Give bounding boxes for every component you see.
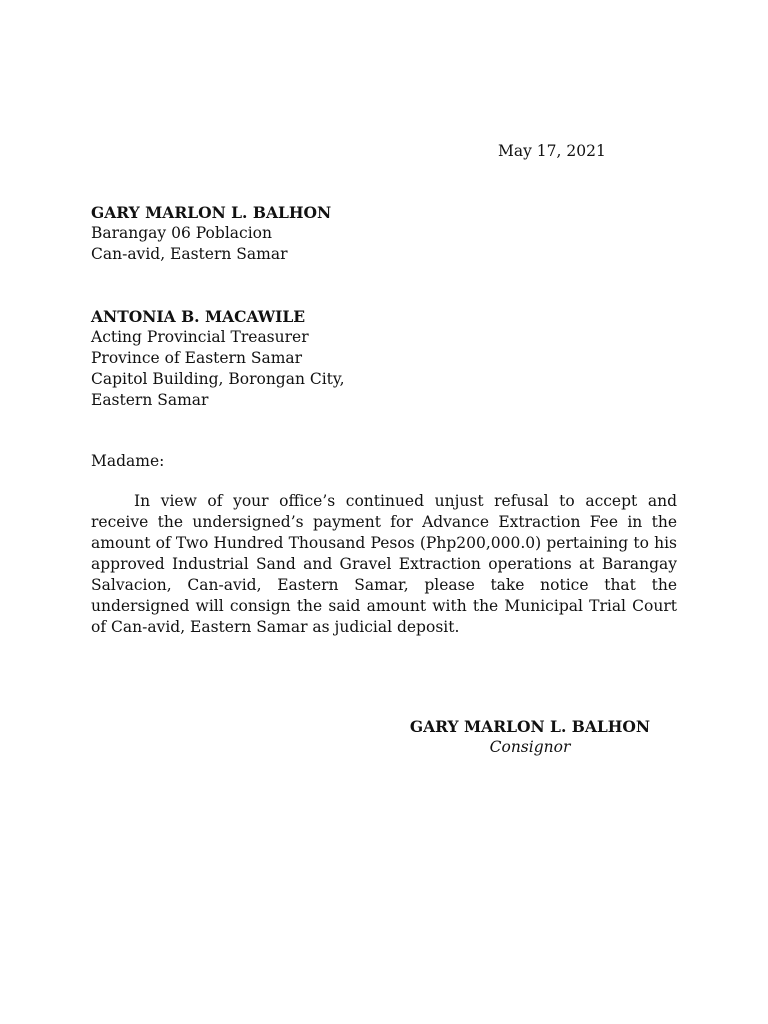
letter-date: May 17, 2021 — [498, 142, 606, 160]
letter-body: In view of your office’s continued unjust refusal to accept and receive the undersigned’s payment for Advance Extraction Fee in the amount of Two Hundred Thousand Pesos (Php200,000.0) pertaining to his approved Industrial Sand and Gravel Extraction operations at Barangay Salvacion, Can-avid, Eastern Samar, please take notice that the undersigned will consign the said amount with the Municipal Trial Court of Can-avid, Eastern Samar as judicial deposit. — [91, 492, 677, 636]
signature-title: Consignor — [489, 738, 571, 756]
recipient-name: ANTONIA B. MACAWILE — [91, 307, 306, 326]
recipient-line2: Province of Eastern Samar — [91, 349, 303, 367]
recipient-block — [91, 306, 681, 411]
sender-block — [91, 202, 681, 265]
signature-name: GARY MARLON L. BALHON — [409, 717, 651, 736]
sender-name: GARY MARLON L. BALHON — [91, 203, 332, 222]
recipient-line3: Capitol Building, Borongan City, — [91, 370, 345, 388]
recipient-line4: Eastern Samar — [91, 391, 209, 409]
recipient-title: Acting Provincial Treasurer — [91, 328, 309, 346]
sender-address-line1: Barangay 06 Poblacion — [91, 224, 272, 242]
signature-block — [380, 716, 680, 758]
sender-address-line2: Can-avid, Eastern Samar — [91, 245, 288, 263]
salutation: Madame: — [91, 452, 165, 470]
